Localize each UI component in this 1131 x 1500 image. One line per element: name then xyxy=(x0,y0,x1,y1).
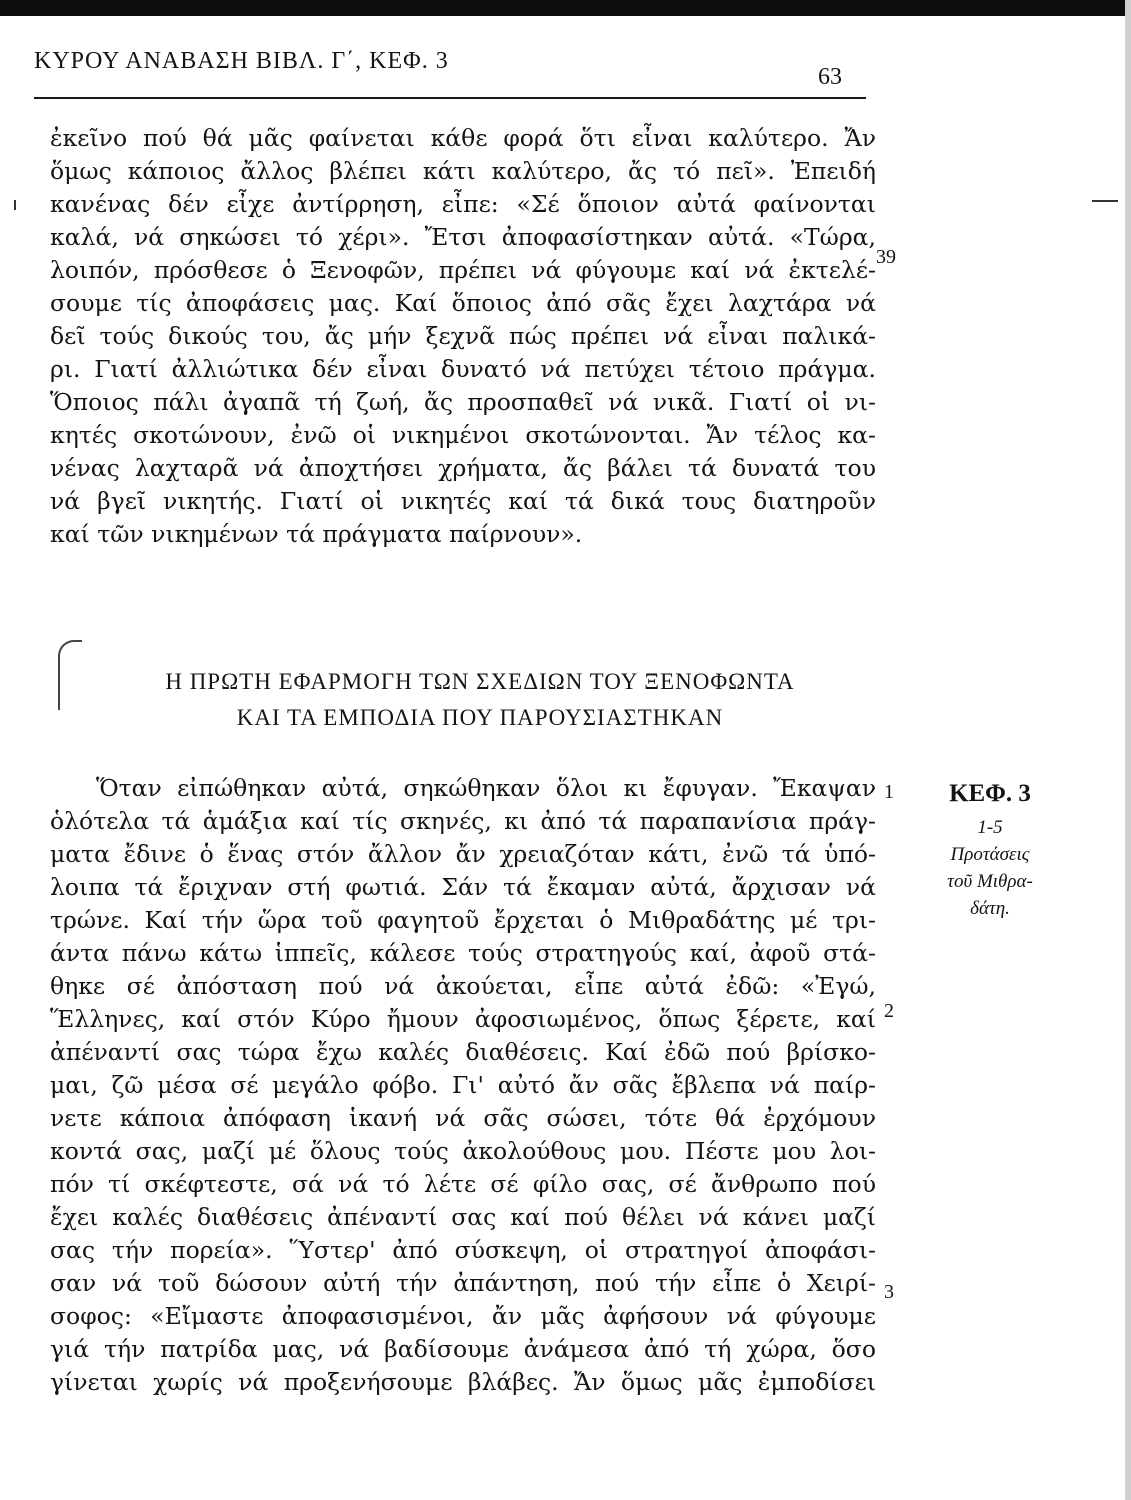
handwritten-bracket-mark xyxy=(58,640,82,710)
section-number-3: 3 xyxy=(884,1281,894,1303)
text-line: λοιπόν, πρόσθεσε ὁ Ξενοφῶν, πρέπει νά φύγουμε καί νά ἐκτελέ- xyxy=(50,256,876,284)
text-line: ἀπέναντί σας τώρα ἔχω καλές διαθέσεις. Καί ἐδῶ πού βρίσκο- xyxy=(50,1038,876,1066)
text-line: θηκε σέ ἀπόσταση πού νά ἀκούεται, εἶπε αὐτά ἐδῶ: «Ἐγώ, xyxy=(50,972,876,1000)
margin-tick-mark xyxy=(14,200,16,210)
margin-tick-mark xyxy=(1092,200,1118,202)
text-line: καλά, νά σηκώσει τό χέρι». Ἔτσι ἀποφασίστηκαν αὐτά. «Τώρα, xyxy=(50,223,876,251)
text-line: μαι, ζῶ μέσα σέ μεγάλο φόβο. Γι' αὐτό ἄν σᾶς ἔβλεπα νά παίρ- xyxy=(50,1071,876,1099)
side-note-desc: Προτάσεις xyxy=(950,844,1030,865)
section-heading xyxy=(100,664,860,736)
text-line: ἔχει καλές διαθέσεις ἀπέναντί σας καί πού θέλει νά κάνει μαζί xyxy=(50,1203,876,1231)
text-line: γίνεται χωρίς νά προξενήσουμε βλάβες. Ἄν ὅμως μᾶς ἐμποδίσει xyxy=(50,1368,876,1396)
text-line: πόν τί σκέφτεστε, σά νά τό λέτε σέ φίλο σας, σέ ἄνθρωπο πού xyxy=(50,1170,876,1198)
scan-top-border xyxy=(0,0,1131,16)
header-rule xyxy=(34,97,866,99)
side-note-range: 1-5 xyxy=(977,817,1003,838)
text-line: σαν νά τοῦ δώσουν αὐτή τήν ἀπάντηση, πού τήν εἶπε ὁ Χειρί- xyxy=(50,1269,876,1297)
running-head: ΚΥΡΟΥ ΑΝΑΒΑΣΗ ΒΙΒΛ. Γ΄, ΚΕΦ. 3 xyxy=(34,48,449,74)
text-line: ρι. Γιατί ἀλλιώτικα δέν εἶναι δυνατό νά πετύχει τέτοιο πράγμα. xyxy=(50,355,876,383)
text-line: Ὅποιος πάλι ἀγαπᾶ τή ζωή, ἄς προσπαθεῖ νά νικᾶ. Γιατί οἱ νι- xyxy=(50,388,876,416)
text-line: ὅμως κάποιος ἄλλος βλέπει κάτι καλύτερο, ἄς τό πεῖ». Ἐπειδή xyxy=(50,157,876,185)
text-line: κανένας δέν εἶχε ἀντίρρηση, εἶπε: «Σέ ὅποιον αὐτά φαίνονται xyxy=(50,190,876,218)
text-line: ὁλότελα τά ἁμάξια καί τίς σκηνές, κι ἀπό τά παραπανίσια πράγ- xyxy=(50,807,876,835)
side-note-desc: τοῦ Μιθρα- xyxy=(947,871,1033,892)
chapter-side-note xyxy=(900,780,1080,922)
text-line: Ἕλληνες, καί στόν Κύρο ἤμουν ἀφοσιωμένος, ὅπως ξέρετε, καί xyxy=(50,1005,876,1033)
text-line: δεῖ τούς δικούς του, ἄς μήν ξεχνᾶ πώς πρέπει νά εἶναι παλικά- xyxy=(50,322,876,350)
side-note-desc: δάτη. xyxy=(970,898,1010,919)
text-line: ἐκεῖνο πού θά μᾶς φαίνεται κάθε φορά ὅτι εἶναι καλύτερο. Ἄν xyxy=(50,124,876,152)
text-line: λοιπα τά ἔριχναν στή φωτιά. Σάν τά ἔκαμαν αὐτά, ἄρχισαν νά xyxy=(50,873,876,901)
section-number-39: 39 xyxy=(876,246,896,268)
heading-line-2: ΚΑΙ ΤΑ ΕΜΠΟΔΙΑ ΠΟΥ ΠΑΡΟΥΣΙΑΣΤΗΚΑΝ xyxy=(236,705,724,730)
text-line: σοφος: «Εἴμαστε ἀποφασισμένοι, ἄν μᾶς ἀφήσουν νά φύγουμε xyxy=(50,1302,876,1330)
text-line: κοντά σας, μαζί μέ ὅλους τούς ἀκολούθους μου. Πέστε μου λοι- xyxy=(50,1137,876,1165)
text-line: νετε κάποια ἀπόφαση ἱκανή νά σᾶς σώσει, τότε θά ἐρχόμουν xyxy=(50,1104,876,1132)
text-line: νένας λαχταρᾶ νά ἀποχτήσει χρήματα, ἄς βάλει τά δυνατά του xyxy=(50,454,876,482)
text-line: άντα πάνω κάτω ἱππεῖς, κάλεσε τούς στρατηγούς καί, ἀφοῦ στά- xyxy=(50,939,876,967)
text-line: καί τῶν νικημένων τά πράγματα παίρνουν». xyxy=(50,520,583,548)
text-line: γιά τήν πατρίδα μας, νά βαδίσουμε ἀνάμεσα ἀπό τή χώρα, ὅσο xyxy=(50,1335,876,1363)
paragraph-main xyxy=(50,772,876,1399)
page-number: 63 xyxy=(818,64,842,90)
section-number-2: 2 xyxy=(884,1000,894,1022)
text-line: τρώνε. Καί τήν ὥρα τοῦ φαγητοῦ ἔρχεται ὁ Μιθραδάτης μέ τρι- xyxy=(50,906,876,934)
section-number-1: 1 xyxy=(884,781,894,803)
heading-line-1: Η ΠΡΩΤΗ ΕΦΑΡΜΟΓΗ ΤΩΝ ΣΧΕΔΙΩΝ ΤΟΥ ΞΕΝΟΦΩΝΤΑ xyxy=(165,669,795,694)
paragraph-continued xyxy=(50,122,876,551)
scan-right-edge xyxy=(1125,0,1131,1500)
text-line: κητές σκοτώνουν, ἐνῶ οἱ νικημένοι σκοτώνονται. Ἄν τέλος κα- xyxy=(50,421,876,449)
text-line: Ὅταν εἰπώθηκαν αὐτά, σηκώθηκαν ὅλοι κι ἔφυγαν. Ἔκαψαν xyxy=(96,774,876,802)
side-note-title: ΚΕΦ. 3 xyxy=(949,780,1031,807)
text-line: σουμε τίς ἀποφάσεις μας. Καί ὅποιος ἀπό σᾶς ἔχει λαχτάρα νά xyxy=(50,289,876,317)
text-line: ματα ἔδινε ὁ ἕνας στόν ἄλλον ἄν χρειαζόταν κάτι, ἐνῶ τά ὑπό- xyxy=(50,840,876,868)
text-line: σας τήν πορεία». Ὕστερ' ἀπό σύσκεψη, οἱ στρατηγοί ἀποφάσι- xyxy=(50,1236,876,1264)
text-line: νά βγεῖ νικητής. Γιατί οἱ νικητές καί τά δικά τους διατηροῦν xyxy=(50,487,876,515)
